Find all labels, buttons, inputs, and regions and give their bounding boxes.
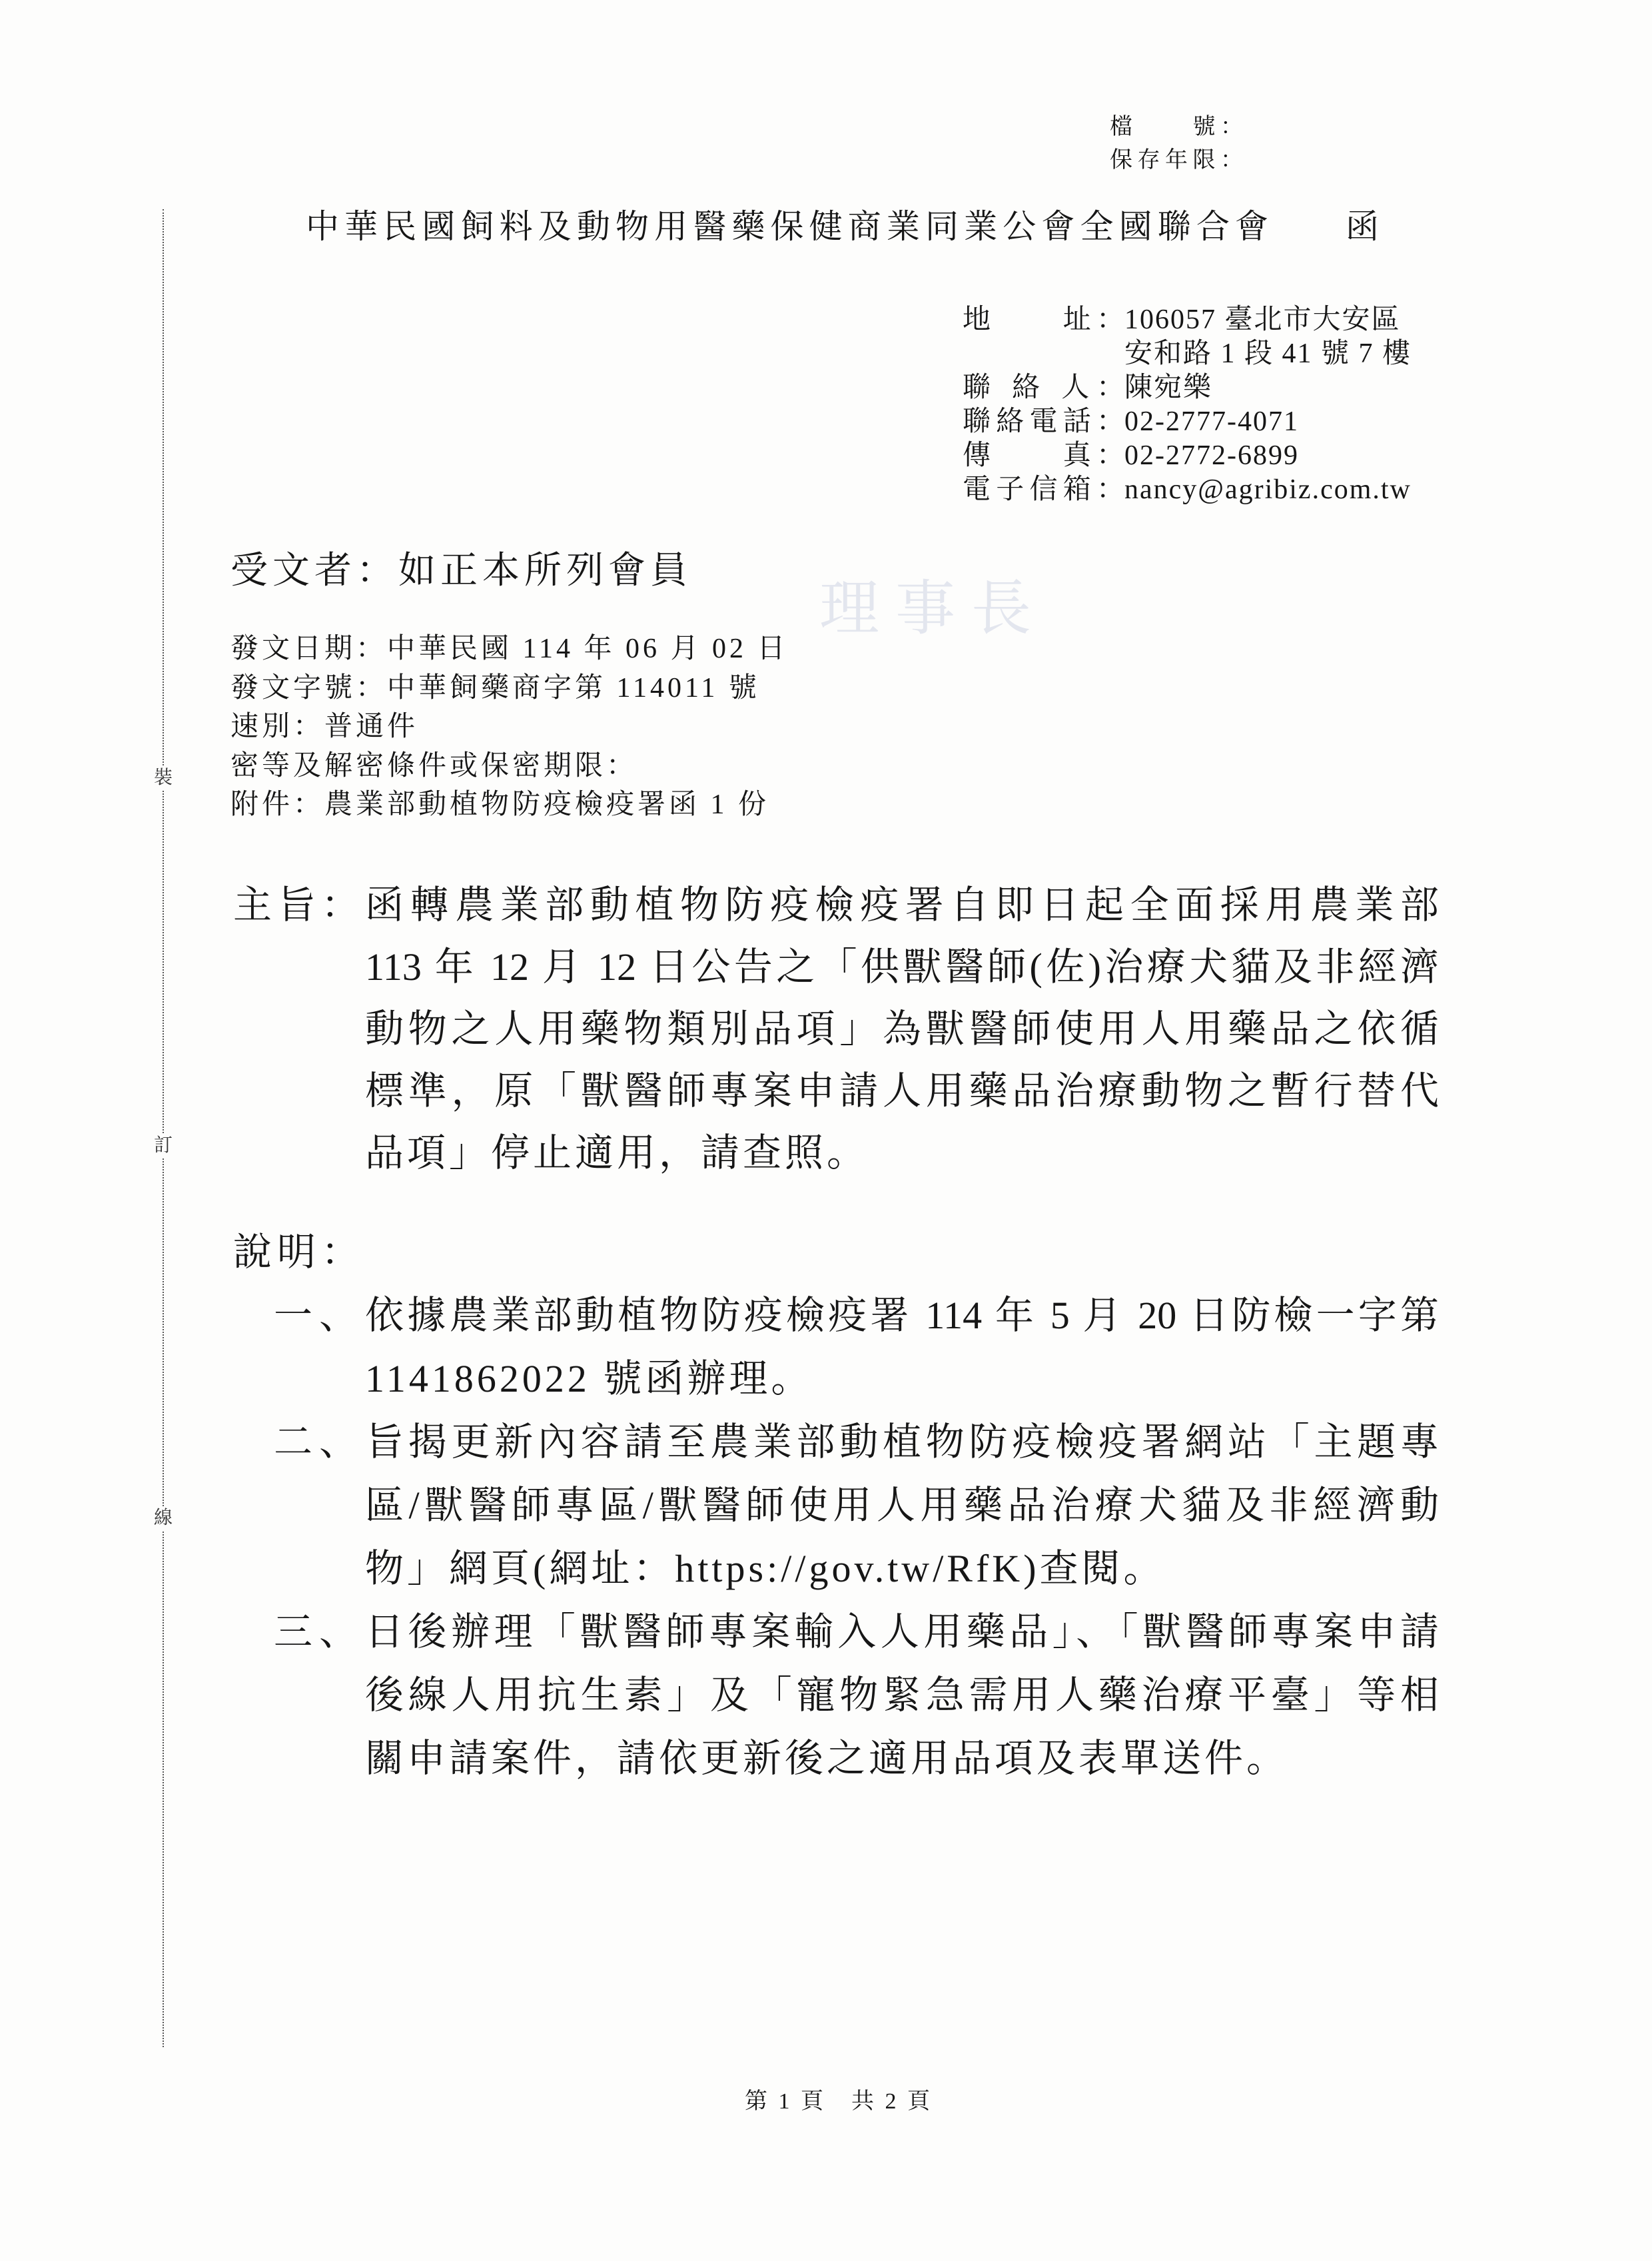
phone-label: 聯絡電話： bbox=[963, 406, 1124, 437]
fax-label: 傳 真： bbox=[963, 440, 1124, 471]
item-number: 二、 bbox=[274, 1420, 365, 1464]
item-text bbox=[365, 1410, 1439, 1600]
phone-row bbox=[963, 405, 1412, 439]
document-type: 函 bbox=[1346, 208, 1379, 245]
item-number: 三、 bbox=[274, 1610, 365, 1653]
contact-person-row bbox=[963, 371, 1412, 405]
item-line: 依據農業部動植物防疫檢疫署 114 年 5 月 20 日防檢一字第 bbox=[365, 1294, 1439, 1337]
address-row bbox=[963, 303, 1412, 337]
binding-label-xian: 線 bbox=[153, 1506, 174, 1530]
subject-text bbox=[365, 874, 1439, 1184]
urgency: 速別：普通件 bbox=[230, 711, 419, 742]
item-number: 一、 bbox=[274, 1294, 365, 1337]
email-row bbox=[963, 473, 1412, 507]
document-meta bbox=[230, 630, 788, 825]
confidentiality: 密等及解密條件或保密期限： bbox=[230, 750, 638, 781]
explanation-label: 說明： bbox=[233, 1230, 366, 1274]
explanation-item-1 bbox=[233, 1284, 1439, 1410]
email-label: 電子信箱： bbox=[963, 474, 1124, 505]
page-number: 第 1 頁 共 2 頁 bbox=[745, 2089, 933, 2114]
email-value: nancy@agribiz.com.tw bbox=[1124, 474, 1412, 505]
item-line: 物」網頁(網址：https://gov.tw/RfK)查閱。 bbox=[365, 1547, 1166, 1590]
address-line-2: 安和路 1 段 41 號 7 樓 bbox=[1124, 338, 1412, 369]
subject-section bbox=[233, 874, 1439, 1184]
subject-line: 函轉農業部動植物防疫檢疫署自即日起全面採用農業部 bbox=[365, 883, 1439, 927]
contact-person-value: 陳宛樂 bbox=[1124, 372, 1213, 403]
binding-label-ding: 訂 bbox=[153, 1134, 174, 1158]
item-text bbox=[365, 1284, 1439, 1410]
file-number-label: 檔 號： bbox=[1110, 115, 1243, 139]
archive-info bbox=[1110, 111, 1243, 177]
explanation-section bbox=[233, 1220, 1439, 1790]
address-line-1: 106057 臺北市大安區 bbox=[1124, 304, 1401, 335]
retention-label: 保存年限： bbox=[1110, 148, 1243, 173]
address-indent bbox=[963, 337, 1124, 338]
subject-row bbox=[233, 874, 1439, 1184]
explanation-item-2 bbox=[233, 1410, 1439, 1600]
document-number: 發文字號：中華飼藥商字第 114011 號 bbox=[230, 672, 760, 703]
subject-label: 主旨： bbox=[233, 883, 366, 927]
recipient-line: 受文者：如正本所列會員 bbox=[230, 550, 692, 592]
issue-date: 發文日期：中華民國 114 年 06 月 02 日 bbox=[230, 634, 789, 664]
attachment: 附件：農業部動植物防疫檢疫署函 1 份 bbox=[230, 789, 770, 820]
item-line: 區/獸醫師專區/獸醫師使用人用藥品治療犬貓及非經濟動 bbox=[365, 1484, 1439, 1527]
subject-line: 動物之人用藥物類別品項」為獸醫師使用人用藥品之依循 bbox=[365, 1007, 1439, 1051]
item-text bbox=[365, 1600, 1439, 1790]
file-number-row bbox=[1110, 111, 1243, 144]
binding-label-zhuang: 裝 bbox=[153, 766, 174, 790]
item-line: 後線人用抗生素」及「寵物緊急需用人藥治療平臺」等相 bbox=[365, 1673, 1439, 1717]
item-line: 日後辦理「獸醫師專案輸入人用藥品」、「獸醫師專案申請 bbox=[365, 1610, 1439, 1653]
item-line: 關申請案件，請依更新後之適用品項及表單送件。 bbox=[365, 1737, 1289, 1780]
fax-value: 02-2772-6899 bbox=[1124, 440, 1299, 471]
subject-line: 品項」停止適用，請查照。 bbox=[365, 1131, 869, 1174]
contact-person-label: 聯 絡 人： bbox=[963, 372, 1124, 403]
address-row-2 bbox=[963, 337, 1412, 371]
binding-dotted-line bbox=[163, 209, 164, 2047]
retention-row bbox=[1110, 144, 1243, 177]
phone-value: 02-2777-4071 bbox=[1124, 406, 1299, 437]
item-line: 1141862022 號函辦理。 bbox=[365, 1357, 813, 1400]
subject-line: 113 年 12 月 12 日公告之「供獸醫師(佐)治療犬貓及非經濟 bbox=[365, 945, 1439, 989]
subject-line: 標準，原「獸醫師專案申請人用藥品治療動物之暫行替代 bbox=[365, 1069, 1439, 1113]
contact-block bbox=[963, 303, 1412, 507]
fax-row bbox=[963, 439, 1412, 473]
address-label: 地 址： bbox=[963, 304, 1124, 335]
explanation-item-3 bbox=[233, 1600, 1439, 1790]
item-line: 旨揭更新內容請至農業部動植物防疫檢疫署網站「主題專 bbox=[365, 1420, 1439, 1464]
issuing-organization: 中華民國飼料及動物用醫藥保健商業同業公會全國聯合會 bbox=[306, 208, 1268, 245]
chairman-seal-watermark: 理事長 bbox=[819, 576, 1047, 642]
